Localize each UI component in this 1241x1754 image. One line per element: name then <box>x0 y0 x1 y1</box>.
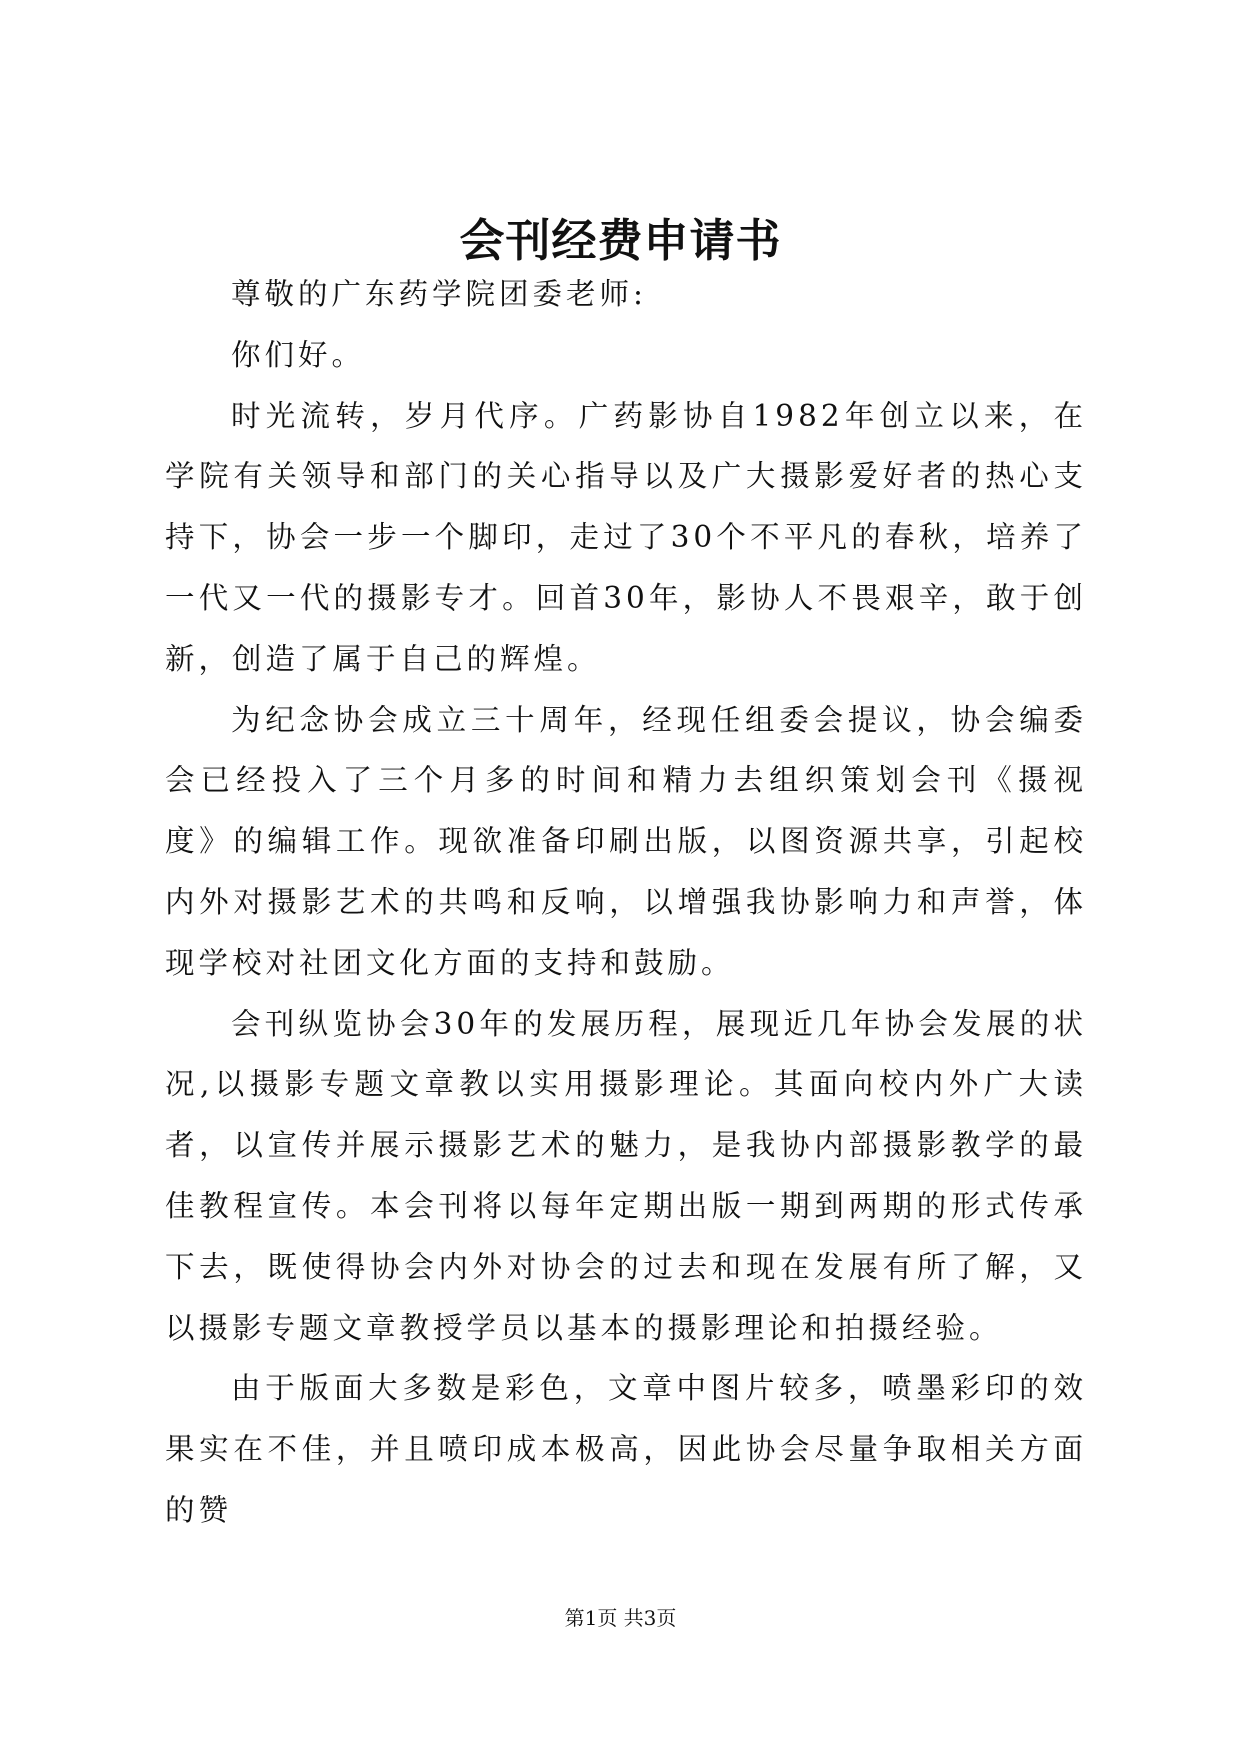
paragraph-history: 时光流转，岁月代序。广药影协自1982年创立以来，在学院有关领导和部门的关心指导以及广大摄影爱好者的热心支持下，协会一步一个脚印，走过了30个不平凡的春秋，培养了一代又一代的摄影专才。回首30年，影协人不畏艰辛，敢于创新，创造了属于自己的辉煌。 <box>165 398 1087 676</box>
document-body <box>165 264 1087 1541</box>
paragraph-cost: 由于版面大多数是彩色，文章中图片较多，喷墨彩印的效果实在不佳，并且喷印成本极高，因此协会尽量争取相关方面的赞 <box>165 1371 1087 1527</box>
paragraph-content: 会刊纵览协会30年的发展历程，展现近几年协会发展的状况,以摄影专题文章教以实用摄影理论。其面向校内外广大读者，以宣传并展示摄影艺术的魅力，是我协内部摄影教学的最佳教程宣传。本会刊将以每年定期出版一期到两期的形式传承下去，既使得协会内外对协会的过去和现在发展有所了解，又以摄影专题文章教授学员以基本的摄影理论和拍摄经验。 <box>165 1006 1087 1345</box>
paragraph-purpose: 为纪念协会成立三十周年，经现任组委会提议，协会编委会已经投入了三个月多的时间和精力去组织策划会刊《摄视度》的编辑工作。现欲准备印刷出版，以图资源共享，引起校内外对摄影艺术的共鸣和反响，以增强我协影响力和声誉，体现学校对社团文化方面的支持和鼓励。 <box>165 702 1087 980</box>
page-footer: 第1页 共3页 <box>564 1606 677 1630</box>
salutation: 尊敬的广东药学院团委老师: <box>231 277 647 311</box>
greeting: 你们好。 <box>231 337 366 372</box>
document-title: 会刊经费申请书 <box>459 214 782 267</box>
